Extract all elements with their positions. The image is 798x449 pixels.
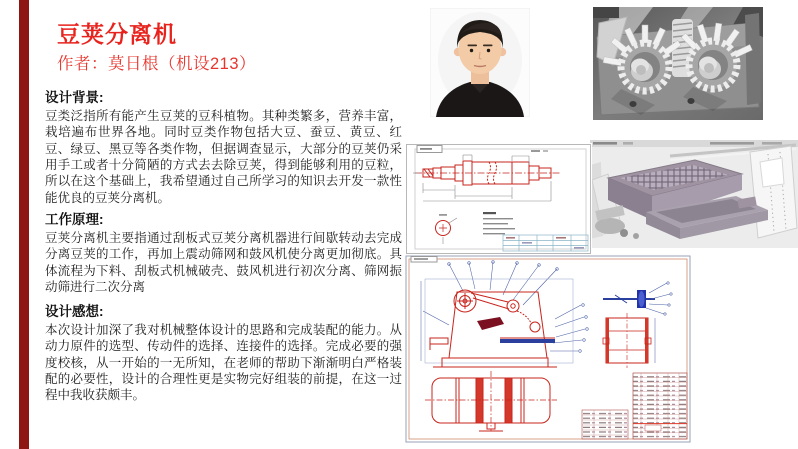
section-heading: 设计背景: — [45, 90, 104, 105]
cad-render-sieve-graphic — [590, 140, 798, 248]
section-working-principle — [45, 208, 402, 295]
shaft-drawing-graphic — [405, 143, 592, 255]
cad-render-rollers-graphic — [593, 7, 763, 120]
poster-title: 豆荚分离机 — [57, 21, 177, 47]
cad-render-rollers — [593, 7, 763, 120]
section-heading: 设计感想: — [45, 304, 104, 319]
left-accent-bar — [19, 0, 29, 449]
assembly-drawing-graphic — [405, 255, 691, 443]
section-design-background — [45, 86, 402, 206]
revision-table — [582, 410, 628, 439]
section-body: 豆荚分离机主要指通过刮板式豆荚分离机器进行间歇转动去完成分离豆荚的工作，再加上震动筛网和鼓风机使分离更加彻底。具体流程为下料、刮板式机械破壳、鼓风机进行初次分离、筛网振动筛进行二次分离 — [45, 231, 402, 295]
cad-render-sieve — [590, 140, 798, 248]
author-photo — [430, 8, 530, 117]
author-line: 作者：莫日根（机设213） — [57, 55, 257, 73]
bom-table — [633, 373, 687, 439]
author-photo-graphic — [430, 8, 530, 117]
section-design-reflection — [45, 300, 402, 404]
section-body: 豆类泛指所有能产生豆荚的豆科植物。其种类繁多，营养丰富，栽培遍布世界各地。同时豆类作物包括大豆、蚕豆、黄豆、红豆、绿豆、黑豆等各类作物，但据调查显示，大部分的豆荚仍采用手工或者十分简陋的方式去去除豆荚，得到能够利用的豆粒，所以在这个基础上，我希望通过自己所学习的知识去开发一款性能优良的豆荚分离机。 — [45, 109, 402, 205]
assembly-drawing — [405, 255, 691, 443]
section-heading: 工作原理: — [45, 212, 104, 227]
shaft-drawing — [405, 143, 592, 255]
section-body: 本次设计加深了我对机械整体设计的思路和完成装配的能力。从动力原件的选型、传动件的选择、连接件的选择。完成必要的强度校核，从一开始的一无所知，在老师的帮助下渐渐明白严格装配的必要性，设计的合理性更是实物完好组装的前提，在这一过程中我收获颇丰。 — [45, 323, 402, 403]
